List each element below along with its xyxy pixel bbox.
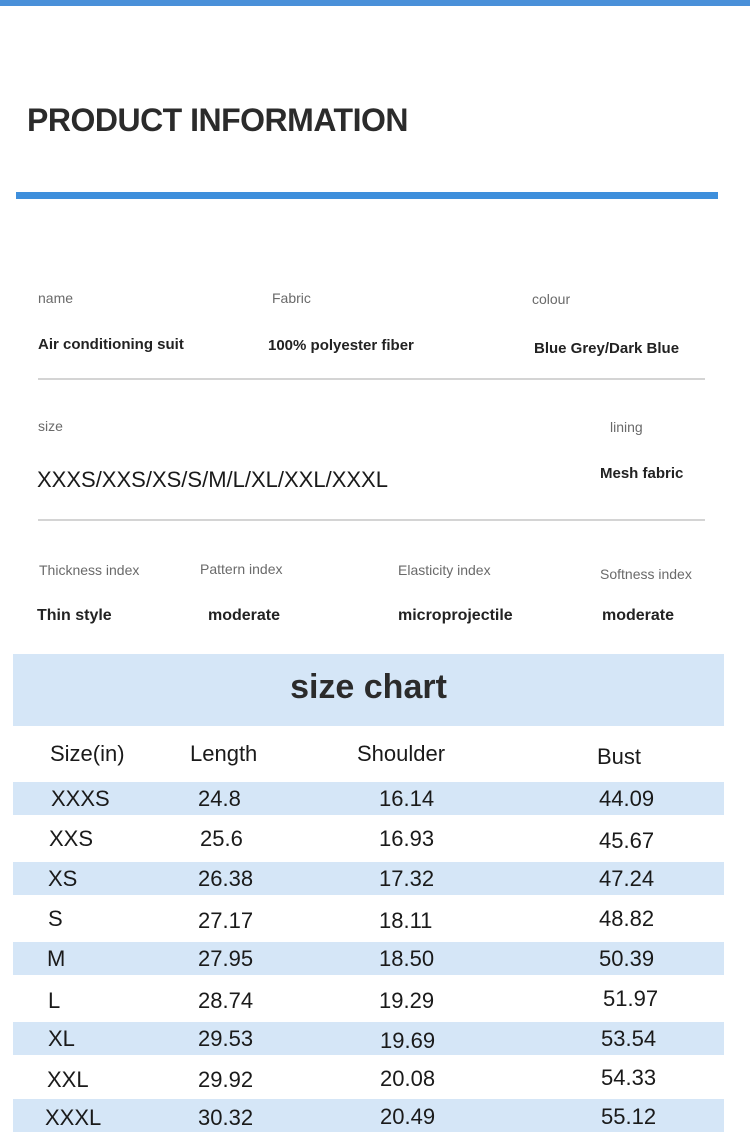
elasticity-label: Elasticity index: [398, 562, 491, 578]
cell-bust: 45.67: [599, 828, 655, 853]
lining-value: Mesh fabric: [600, 465, 684, 482]
header-bust: Bust: [597, 744, 642, 769]
page-title: PRODUCT INFORMATION: [27, 102, 408, 138]
cell-length: 26.38: [198, 866, 254, 891]
cell-bust: 54.33: [601, 1065, 657, 1090]
table-row: [13, 902, 724, 935]
cell-size: XXL: [47, 1067, 89, 1092]
cell-size: XL: [48, 1026, 75, 1051]
cell-size: L: [48, 988, 61, 1013]
name-label: name: [38, 290, 74, 306]
table-row: [13, 782, 724, 815]
table-row: [13, 942, 724, 975]
table-row: [13, 982, 724, 1015]
fabric-label: Fabric: [272, 290, 311, 306]
size-label: size: [38, 418, 63, 434]
cell-shoulder: 17.32: [379, 866, 435, 891]
cell-bust: 48.82: [599, 906, 655, 931]
cell-shoulder: 18.11: [379, 908, 433, 933]
divider: [38, 378, 705, 380]
table-row: [13, 822, 724, 855]
cell-shoulder: 19.69: [380, 1028, 436, 1053]
cell-length: 28.74: [198, 988, 254, 1013]
cell-shoulder: 20.49: [380, 1104, 436, 1129]
cell-bust: 51.97: [603, 986, 659, 1011]
cell-length: 27.95: [198, 946, 254, 971]
cell-size: XXS: [49, 826, 94, 851]
cell-bust: 44.09: [599, 786, 655, 811]
cell-shoulder: 16.14: [379, 786, 435, 811]
cell-length: 29.53: [198, 1026, 254, 1051]
cell-length: 30.32: [198, 1105, 254, 1130]
thickness-label: Thickness index: [39, 562, 140, 578]
elasticity-value: microprojectile: [398, 607, 513, 624]
cell-length: 27.17: [198, 908, 254, 933]
cell-shoulder: 18.50: [379, 946, 435, 971]
lining-label: lining: [610, 419, 643, 435]
cell-length: 24.8: [198, 786, 241, 811]
table-row: [13, 862, 724, 895]
softness-value: moderate: [602, 607, 675, 624]
cell-bust: 47.24: [599, 866, 655, 891]
cell-size: XXXS: [51, 786, 110, 811]
cell-bust: 50.39: [599, 946, 655, 971]
cell-size: S: [48, 906, 63, 931]
pattern-value: moderate: [208, 607, 281, 624]
header-length: Length: [190, 741, 258, 766]
top-accent-bar: [0, 0, 750, 6]
cell-shoulder: 19.29: [379, 988, 435, 1013]
size-chart-title: size chart: [290, 668, 447, 706]
name-value: Air conditioning suit: [38, 336, 184, 353]
size-value: XXXS/XXS/XS/S/M/L/XL/XXL/XXXL: [37, 467, 388, 492]
cell-bust: 53.54: [601, 1026, 657, 1051]
divider: [38, 519, 705, 521]
pattern-label: Pattern index: [200, 561, 283, 577]
table-row: [13, 1022, 724, 1055]
cell-size: XS: [48, 866, 78, 891]
table-row: [13, 1062, 724, 1095]
colour-value: Blue Grey/Dark Blue: [534, 340, 680, 357]
colour-label: colour: [532, 291, 571, 307]
header-shoulder: Shoulder: [357, 741, 446, 766]
fabric-value: 100% polyester fiber: [268, 337, 414, 354]
cell-shoulder: 20.08: [380, 1066, 436, 1091]
cell-shoulder: 16.93: [379, 826, 435, 851]
size-chart-title-band: [13, 654, 724, 726]
header-size: Size(in): [50, 741, 125, 766]
table-row: [13, 1099, 724, 1132]
thickness-value: Thin style: [37, 607, 112, 624]
cell-length: 29.92: [198, 1067, 254, 1092]
cell-size: XXXL: [45, 1105, 102, 1130]
cell-length: 25.6: [200, 826, 243, 851]
title-underline: [16, 192, 718, 199]
cell-bust: 55.12: [601, 1104, 657, 1129]
softness-label: Softness index: [600, 566, 692, 582]
cell-size: M: [47, 946, 66, 971]
